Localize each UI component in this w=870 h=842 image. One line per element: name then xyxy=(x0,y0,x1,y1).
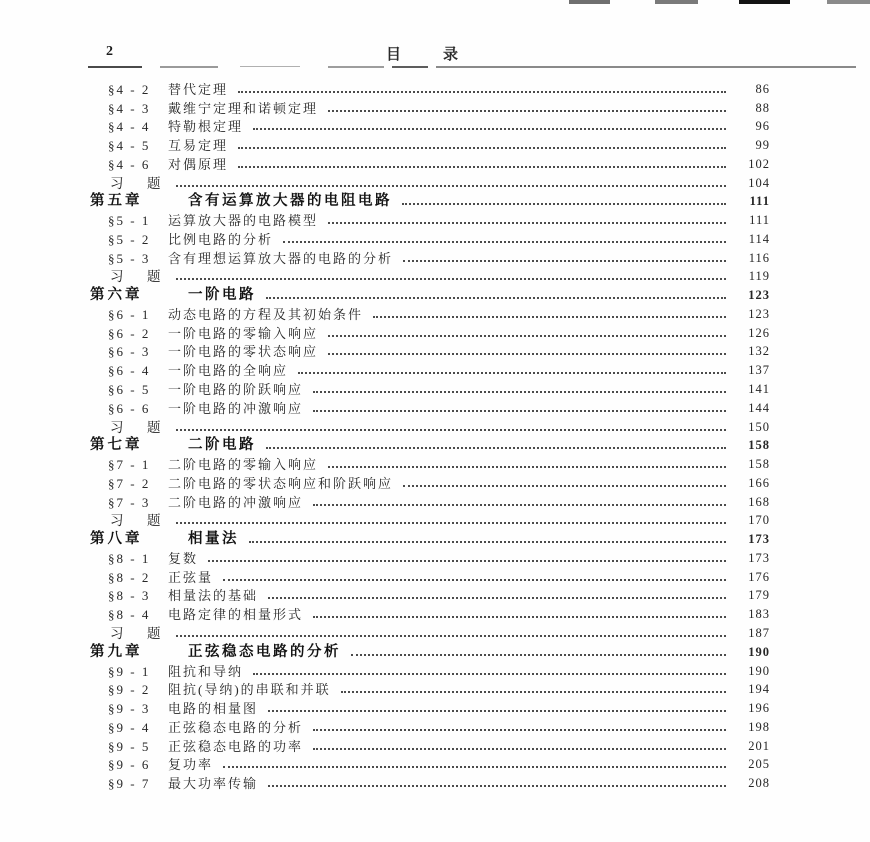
toc-entry xyxy=(0,117,870,136)
entry-page-number: 111 xyxy=(749,213,770,228)
entry-label: §4 - 4 xyxy=(108,119,151,135)
dot-leader xyxy=(328,353,726,355)
entry-page-number: 114 xyxy=(748,231,770,246)
entry-title: 电路的相量图 xyxy=(168,701,259,717)
dot-leader xyxy=(176,522,727,524)
entry-title: 一阶电路的全响应 xyxy=(168,363,289,379)
entry-page-number: 88 xyxy=(755,100,770,115)
dot-leader xyxy=(313,504,726,506)
dot-leader xyxy=(176,278,727,280)
entry-title: 比例电路的分析 xyxy=(168,231,274,247)
entry-page-number: 179 xyxy=(748,588,770,603)
entry-title: 运算放大器的电路模型 xyxy=(168,213,319,229)
entry-label: §6 - 5 xyxy=(108,382,151,398)
toc-entry xyxy=(0,698,870,717)
entry-page-number: 137 xyxy=(748,363,770,378)
entry-page-number: 158 xyxy=(748,438,770,453)
entry-label: §7 - 2 xyxy=(108,475,151,491)
entry-page-number: 132 xyxy=(748,344,770,359)
entry-page-number: 205 xyxy=(748,757,770,772)
entry-label: §9 - 2 xyxy=(108,682,151,698)
page-title: 目 录 xyxy=(386,47,463,63)
scan-artifact-bar xyxy=(569,0,610,4)
entry-title: 一阶电路的阶跃响应 xyxy=(168,382,304,398)
toc-entry xyxy=(0,154,870,173)
entry-page-number: 102 xyxy=(748,156,770,171)
entry-page-number: 116 xyxy=(748,250,770,265)
entry-label: §6 - 4 xyxy=(108,363,151,379)
entry-page-number: 173 xyxy=(748,532,770,547)
page-number: 2 xyxy=(106,44,113,59)
entry-page-number: 126 xyxy=(748,325,770,340)
dot-leader xyxy=(403,485,726,487)
dot-leader xyxy=(298,372,726,374)
dot-leader xyxy=(328,466,726,468)
entry-title: 相量法的基础 xyxy=(168,588,259,604)
entry-page-number: 166 xyxy=(748,475,770,490)
entry-title: 一阶电路的冲激响应 xyxy=(168,400,304,416)
entry-page-number: 104 xyxy=(748,175,770,190)
entry-page-number: 198 xyxy=(748,719,770,734)
entry-label: §5 - 3 xyxy=(108,250,151,266)
toc-entry xyxy=(0,98,870,117)
entry-label: §9 - 1 xyxy=(108,663,151,679)
toc-entry xyxy=(0,736,870,755)
entry-title: 正弦量 xyxy=(168,569,214,585)
toc-entry xyxy=(0,229,870,248)
entry-title: 正弦稳态电路的功率 xyxy=(168,738,304,754)
entry-page-number: 99 xyxy=(755,138,770,153)
entry-page-number: 187 xyxy=(748,625,770,640)
entry-page-number: 111 xyxy=(749,194,770,209)
toc-entry xyxy=(0,360,870,379)
entry-label: §6 - 2 xyxy=(108,325,151,341)
toc-entry xyxy=(0,604,870,623)
entry-label: 第七章 xyxy=(90,437,143,454)
entry-title: 一阶电路的零状态响应 xyxy=(168,344,319,360)
dot-leader xyxy=(328,110,726,112)
toc-entry xyxy=(0,548,870,567)
dot-leader xyxy=(266,297,726,299)
entry-page-number: 168 xyxy=(748,494,770,509)
entry-label: §9 - 7 xyxy=(108,776,151,792)
entry-label: §4 - 5 xyxy=(108,138,151,154)
scan-artifact-bar xyxy=(827,0,870,4)
entry-title: 复数 xyxy=(168,550,199,566)
entry-page-number: 208 xyxy=(748,776,770,791)
toc-entry xyxy=(0,379,870,398)
scan-artifact-bar xyxy=(739,0,790,4)
entry-label: 第五章 xyxy=(90,193,143,210)
entry-page-number: 170 xyxy=(748,513,770,528)
entry-page-number: 158 xyxy=(748,457,770,472)
toc-entry xyxy=(0,417,870,436)
toc-entry xyxy=(0,511,870,530)
entry-label: §9 - 6 xyxy=(108,757,151,773)
entry-title: 动态电路的方程及其初始条件 xyxy=(168,306,364,322)
entry-label: §8 - 4 xyxy=(108,607,151,623)
entry-title: 替代定理 xyxy=(168,81,229,97)
entry-page-number: 194 xyxy=(748,682,770,697)
toc-list xyxy=(0,79,870,792)
toc-entry xyxy=(0,755,870,774)
dot-leader xyxy=(313,391,726,393)
toc-entry xyxy=(0,642,870,661)
entry-title: 阻抗(导纳)的串联和并联 xyxy=(168,682,331,698)
toc-entry xyxy=(0,285,870,304)
entry-title: 含有理想运算放大器的电路的分析 xyxy=(168,250,394,266)
entry-label: §9 - 4 xyxy=(108,719,151,735)
entry-page-number: 86 xyxy=(755,81,770,96)
entry-title: 正弦稳态电路的分析 xyxy=(168,719,304,735)
entry-label: §7 - 1 xyxy=(108,457,151,473)
entry-page-number: 150 xyxy=(748,419,770,434)
entry-title: 电路定律的相量形式 xyxy=(168,607,304,623)
entry-label: §6 - 3 xyxy=(108,344,151,360)
entry-title: 二阶电路的零状态响应和阶跃响应 xyxy=(168,475,394,491)
toc-entry xyxy=(0,436,870,455)
entry-page-number: 190 xyxy=(748,644,770,659)
toc-entry xyxy=(0,79,870,98)
entry-title: 互易定理 xyxy=(168,138,229,154)
dot-leader xyxy=(253,673,726,675)
toc-entry xyxy=(0,454,870,473)
dot-leader xyxy=(176,635,727,637)
entry-title: 一阶电路 xyxy=(188,287,256,304)
entry-title: 含有运算放大器的电阻电路 xyxy=(188,193,392,210)
dot-leader xyxy=(313,616,726,618)
toc-entry xyxy=(0,398,870,417)
dot-leader xyxy=(238,91,726,93)
entry-label: §8 - 1 xyxy=(108,550,151,566)
entry-label: 第六章 xyxy=(90,287,143,304)
dot-leader xyxy=(313,748,726,750)
dot-leader xyxy=(313,729,726,731)
dot-leader xyxy=(313,410,726,412)
entry-label: §4 - 3 xyxy=(108,100,151,116)
toc-entry xyxy=(0,192,870,211)
entry-label: 第八章 xyxy=(90,531,143,548)
entry-title: 阻抗和导纳 xyxy=(168,663,244,679)
entry-label: 习 题 xyxy=(110,175,166,191)
dot-leader xyxy=(341,691,726,693)
dot-leader xyxy=(249,541,726,543)
entry-label: §8 - 2 xyxy=(108,569,151,585)
entry-page-number: 190 xyxy=(748,663,770,678)
entry-label: §4 - 6 xyxy=(108,156,151,172)
entry-title: 一阶电路的零输入响应 xyxy=(168,325,319,341)
entry-title: 二阶电路的零输入响应 xyxy=(168,457,319,473)
dot-leader xyxy=(328,222,726,224)
dot-leader xyxy=(223,766,726,768)
dot-leader xyxy=(266,447,726,449)
dot-leader xyxy=(351,654,726,656)
entry-title: 最大功率传输 xyxy=(168,776,259,792)
toc-entry xyxy=(0,680,870,699)
toc-entry xyxy=(0,529,870,548)
entry-page-number: 141 xyxy=(748,382,770,397)
dot-leader xyxy=(403,260,726,262)
entry-label: §5 - 1 xyxy=(108,213,151,229)
entry-label: §4 - 2 xyxy=(108,81,151,97)
toc-entry xyxy=(0,567,870,586)
entry-page-number: 123 xyxy=(748,306,770,321)
entry-page-number: 173 xyxy=(748,550,770,565)
dot-leader xyxy=(223,579,726,581)
entry-title: 对偶原理 xyxy=(168,156,229,172)
entry-page-number: 176 xyxy=(748,569,770,584)
entry-label: 习 题 xyxy=(110,625,166,641)
toc-entry xyxy=(0,304,870,323)
dot-leader xyxy=(176,185,727,187)
dot-leader xyxy=(176,429,727,431)
entry-label: 习 题 xyxy=(110,419,166,435)
dot-leader xyxy=(208,560,726,562)
entry-page-number: 144 xyxy=(748,400,770,415)
entry-page-number: 96 xyxy=(755,119,770,134)
entry-label: §8 - 3 xyxy=(108,588,151,604)
toc-entry xyxy=(0,342,870,361)
toc-entry xyxy=(0,473,870,492)
dot-leader xyxy=(253,128,726,130)
entry-title: 二阶电路 xyxy=(188,437,256,454)
entry-page-number: 183 xyxy=(748,607,770,622)
entry-label: §9 - 3 xyxy=(108,701,151,717)
entry-title: 二阶电路的冲激响应 xyxy=(168,494,304,510)
toc-entry xyxy=(0,717,870,736)
entry-label: 第九章 xyxy=(90,643,143,660)
toc-entry xyxy=(0,210,870,229)
entry-page-number: 119 xyxy=(748,269,770,284)
toc-entry xyxy=(0,323,870,342)
toc-entry xyxy=(0,661,870,680)
dot-leader xyxy=(268,710,726,712)
dot-leader xyxy=(268,597,726,599)
dot-leader xyxy=(328,335,726,337)
dot-leader xyxy=(238,147,726,149)
toc-entry xyxy=(0,492,870,511)
dot-leader xyxy=(373,316,726,318)
toc-entry xyxy=(0,248,870,267)
entry-page-number: 196 xyxy=(748,701,770,716)
dot-leader xyxy=(268,785,726,787)
toc-entry xyxy=(0,586,870,605)
entry-label: 习 题 xyxy=(110,513,166,529)
entry-label: §6 - 1 xyxy=(108,306,151,322)
entry-title: 复功率 xyxy=(168,757,214,773)
toc-entry xyxy=(0,173,870,192)
toc-entry xyxy=(0,267,870,286)
entry-label: §9 - 5 xyxy=(108,738,151,754)
entry-label: §5 - 2 xyxy=(108,231,151,247)
entry-title: 特勒根定理 xyxy=(168,119,244,135)
entry-label: §6 - 6 xyxy=(108,400,151,416)
entry-title: 戴维宁定理和诺顿定理 xyxy=(168,100,319,116)
entry-page-number: 201 xyxy=(748,738,770,753)
toc-entry xyxy=(0,135,870,154)
dot-leader xyxy=(283,241,726,243)
entry-page-number: 123 xyxy=(748,288,770,303)
scan-artifact-bar xyxy=(655,0,698,4)
entry-title: 相量法 xyxy=(188,531,239,548)
toc-entry xyxy=(0,623,870,642)
entry-label: 习 题 xyxy=(110,269,166,285)
toc-entry xyxy=(0,773,870,792)
dot-leader xyxy=(402,203,726,205)
entry-title: 正弦稳态电路的分析 xyxy=(188,643,341,660)
dot-leader xyxy=(238,166,726,168)
entry-label: §7 - 3 xyxy=(108,494,151,510)
